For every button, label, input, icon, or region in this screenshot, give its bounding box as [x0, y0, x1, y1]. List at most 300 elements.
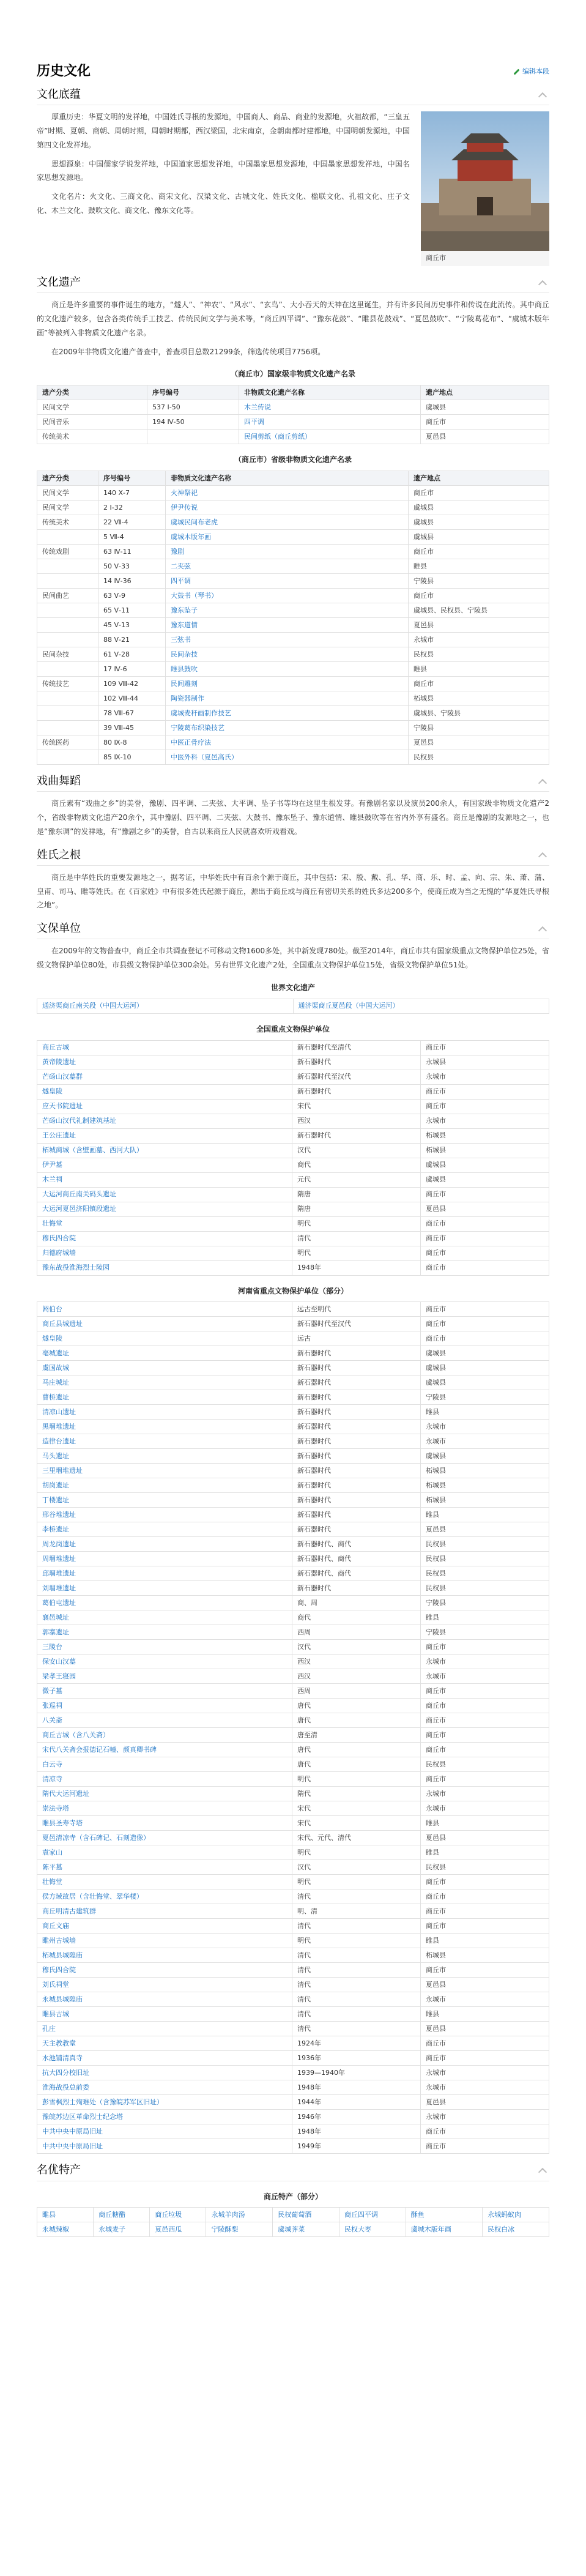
table-row — [37, 1655, 549, 1669]
table-cell-link[interactable]: 睢县鼓吹 — [166, 662, 409, 677]
table-cell-link[interactable]: 清凉寺 — [37, 1772, 292, 1787]
table-cell: 商丘市 — [421, 1772, 549, 1787]
table-cell-link[interactable]: 永城蚂蚁肉 — [483, 2208, 549, 2222]
table-cell: 85 Ⅸ-10 — [98, 750, 166, 765]
table-cell-link[interactable]: 酥鱼 — [406, 2208, 482, 2222]
table-row — [37, 1040, 549, 1055]
opera-paragraph: 商丘素有“戏曲之乡”的美誉，豫剧、四平调、二夹弦、大平调、坠子书等均在这里生根发芽。有豫剧名家以及演员200余人，有国家级非物质文化遗产2个，省级非物质文化遗产20余个，其中豫剧、四平调、二夹弦、大鼓书、豫东坠子、豫东道情、睢县鼓吹等在省内外享有盛名。商丘是豫剧的发源地之一，也是“豫东调”的发祥地，有“豫剧之乡”的美誉，自古以来商丘人民就喜欢听戏看戏。 — [37, 799, 549, 836]
table-cell: 商丘市 — [421, 2124, 549, 2139]
table-cell-link[interactable]: 柘城商城（含壁画墓、西河大队） — [37, 1143, 292, 1158]
table-cell-link[interactable]: 梁孝王寝园 — [37, 1669, 292, 1684]
table-cell-link[interactable]: 阏伯台 — [37, 1302, 292, 1317]
table-cell — [37, 633, 98, 647]
table-cell: 夏邑县 — [421, 2022, 549, 2036]
table-cell: 商丘市 — [421, 1187, 549, 1202]
table-cell-link[interactable]: 中共中央中原局旧址 — [37, 2124, 292, 2139]
collapse-chevron-icon[interactable] — [538, 2168, 547, 2176]
table-cell-link[interactable]: 彭雪枫烈士殉难处（含豫皖苏军区旧址） — [37, 2095, 292, 2110]
table-row — [37, 1302, 549, 1317]
table-row — [37, 1787, 549, 1801]
table-cell-link[interactable]: 豫东坠子 — [166, 603, 409, 618]
table-row — [37, 1728, 549, 1743]
table-header-cell: 序号编号 — [98, 471, 166, 486]
table-cell-link[interactable]: 隋代大运河遗址 — [37, 1787, 292, 1801]
table-cell: 清代 — [292, 1992, 421, 2007]
table-cell: 柘城县 — [421, 1948, 549, 1963]
table-row — [37, 1202, 549, 1216]
city-photo-figure[interactable] — [421, 111, 549, 266]
provincial-ich-table — [37, 471, 549, 765]
table-row — [37, 1713, 549, 1728]
table-cell-link[interactable]: 陈平墓 — [37, 1860, 292, 1875]
table-cell: 永城市 — [421, 2066, 549, 2080]
table-row — [37, 1699, 549, 1713]
city-photo[interactable] — [421, 111, 549, 251]
table-cell-link[interactable]: 抗大四分校旧址 — [37, 2066, 292, 2080]
table-row — [37, 1464, 549, 1478]
table-cell: 102 Ⅷ-44 — [98, 691, 166, 706]
table-cell — [37, 691, 98, 706]
section-header-culture — [37, 87, 549, 105]
table-cell: 新石器时代 — [292, 1375, 421, 1390]
table-cell-link[interactable]: 木兰传说 — [239, 400, 421, 415]
table-row — [37, 1625, 549, 1640]
table-cell — [147, 430, 239, 444]
table-cell-link[interactable]: 豫东战役淮海烈士陵园 — [37, 1260, 292, 1275]
table-cell-link[interactable]: 侯方域故居（含壮悔堂、翠华楼） — [37, 1889, 292, 1904]
table-cell-link[interactable]: 周龙岗遗址 — [37, 1537, 292, 1552]
table-cell-link[interactable]: 葛伯屯遗址 — [37, 1596, 292, 1610]
table-row — [37, 999, 549, 1013]
table-cell-link[interactable]: 穆氏四合院 — [37, 1963, 292, 1978]
table-cell-link[interactable]: 二夹弦 — [166, 559, 409, 574]
table-cell-link[interactable]: 永城县城隍庙 — [37, 1992, 292, 2007]
table-header-cell: 遗产分类 — [37, 385, 147, 400]
table-cell: 夏邑县 — [421, 1202, 549, 1216]
table-cell: 1948年 — [292, 1260, 421, 1275]
table-row — [37, 2222, 549, 2237]
table-cell: 虞城县 — [421, 1158, 549, 1172]
table-cell-link[interactable]: 木兰祠 — [37, 1172, 292, 1187]
table-cell: 唐代 — [292, 1757, 421, 1772]
table-row — [37, 633, 549, 647]
table-row — [37, 618, 549, 633]
table-cell: 永城市 — [421, 1787, 549, 1801]
national-ich-table-title: （商丘市）国家级非物质文化遗产名录 — [230, 370, 355, 379]
edit-section-button[interactable] — [513, 65, 549, 78]
table-cell-link[interactable]: 水池铺清真寺 — [37, 2051, 292, 2066]
table-cell: 夏邑县 — [421, 1831, 549, 1845]
table-cell-link[interactable]: 虞国故城 — [37, 1361, 292, 1375]
table-cell-link[interactable]: 邱堌堆遗址 — [37, 1566, 292, 1581]
table-cell: 宋代、元代、清代 — [292, 1831, 421, 1845]
table-cell-link[interactable]: 宋代八关斋会报德记石幢、颜真卿书碑 — [37, 1743, 292, 1757]
table-cell-link[interactable]: 民权大枣 — [339, 2222, 406, 2237]
table-cell: 商丘市 — [421, 1331, 549, 1346]
table-row — [37, 1552, 549, 1566]
table-cell-link[interactable]: 火神祭祀 — [166, 486, 409, 501]
table-cell: 柘城县 — [409, 691, 549, 706]
table-cell: 商丘市 — [421, 1713, 549, 1728]
collapse-chevron-icon[interactable] — [538, 280, 547, 289]
table-cell-link[interactable]: 民间剪纸（商丘剪纸） — [239, 430, 421, 444]
table-cell: 商丘市 — [421, 1640, 549, 1655]
table-row — [37, 1375, 549, 1390]
table-row — [37, 1963, 549, 1978]
table-cell-link[interactable]: 商丘糖醋 — [94, 2208, 150, 2222]
table-cell-link[interactable]: 大鼓书（琴书） — [166, 589, 409, 603]
table-row — [37, 1978, 549, 1992]
table-cell: 隋代 — [292, 1787, 421, 1801]
table-cell-link[interactable]: 商丘明清古建筑群 — [37, 1904, 292, 1919]
table-cell: 睢县 — [421, 2007, 549, 2022]
table-cell: 50 Ⅴ-33 — [98, 559, 166, 574]
table-cell: 传统戏剧 — [37, 545, 98, 559]
table-cell: 睢县 — [421, 1845, 549, 1860]
table-cell-link[interactable]: 袁家山 — [37, 1845, 292, 1860]
table-cell: 睢县 — [421, 1934, 549, 1948]
table-cell-link[interactable]: 穆氏四合院 — [37, 1231, 292, 1246]
table-header-row — [37, 471, 549, 486]
table-cell-link[interactable]: 王公庄遗址 — [37, 1128, 292, 1143]
table-row — [37, 1757, 549, 1772]
table-cell-link[interactable]: 夏邑清凉寺（含石碑记、石刻造像） — [37, 1831, 292, 1845]
table-cell: 61 Ⅴ-28 — [98, 647, 166, 662]
table-cell-link[interactable]: 睢县 — [37, 2208, 94, 2222]
table-cell-link[interactable]: 芒砀山汉代礼制建筑基址 — [37, 1114, 292, 1128]
table-cell: 西汉 — [292, 1655, 421, 1669]
table-cell: 虞城县 — [421, 400, 549, 415]
table-cell: 45 Ⅴ-13 — [98, 618, 166, 633]
table-row — [37, 1390, 549, 1405]
table-cell: 宋代 — [292, 1801, 421, 1816]
table-cell: 商丘市 — [421, 1684, 549, 1699]
table-cell: 78 Ⅷ-67 — [98, 706, 166, 721]
table-cell-link[interactable]: 马头遗址 — [37, 1449, 292, 1464]
heritage-paragraph: 在2009年非物质文化遗产普查中，普查项目总数21299条，筛选传统项目7756项。 — [51, 347, 325, 356]
table-row — [37, 1405, 549, 1420]
table-cell-link[interactable]: 睢县圣寿寺塔 — [37, 1816, 292, 1831]
table-cell-link[interactable]: 通济渠商丘夏邑段（中国大运河） — [293, 999, 549, 1013]
table-cell — [37, 618, 98, 633]
table-row — [37, 1610, 549, 1625]
table-cell-link[interactable]: 大运河夏邑济阳镇段遗址 — [37, 1202, 292, 1216]
table-cell-link[interactable]: 虞城麦秆画制作技艺 — [166, 706, 409, 721]
table-cell-link[interactable]: 白云寺 — [37, 1757, 292, 1772]
table-cell-link[interactable]: 中医外科（夏邑高氏） — [166, 750, 409, 765]
table-cell: 宁陵县 — [409, 721, 549, 735]
table-cell: 商丘市 — [409, 589, 549, 603]
table-cell-link[interactable]: 商丘古城 — [37, 1040, 292, 1055]
table-row — [37, 1246, 549, 1260]
table-cell-link[interactable]: 刘氏祠堂 — [37, 1978, 292, 1992]
table-cell: 虞城县 — [421, 1375, 549, 1390]
table-cell: 虞城县、宁陵县 — [409, 706, 549, 721]
table-row — [37, 530, 549, 545]
table-cell-link[interactable]: 应天书院遗址 — [37, 1099, 292, 1114]
culture-text — [37, 105, 410, 266]
table-cell-link[interactable]: 睢州古城墙 — [37, 1934, 292, 1948]
table-cell-link[interactable]: 壮悔堂 — [37, 1216, 292, 1231]
table-cell-link[interactable]: 张巡祠 — [37, 1699, 292, 1713]
national-relic-table — [37, 1040, 549, 1276]
table-cell-link[interactable]: 伊尹墓 — [37, 1158, 292, 1172]
table-cell-link[interactable]: 芒砀山汉墓群 — [37, 1070, 292, 1084]
table-cell-link[interactable]: 民间杂技 — [166, 647, 409, 662]
table-cell-link[interactable]: 宁陵酥梨 — [206, 2222, 273, 2237]
table-cell: 商丘市 — [421, 2051, 549, 2066]
table-row — [37, 1420, 549, 1434]
collapse-chevron-icon[interactable] — [538, 852, 547, 861]
table-cell: 1946年 — [292, 2110, 421, 2124]
table-cell-link[interactable]: 燧皇陵 — [37, 1331, 292, 1346]
table-cell-link[interactable]: 虞城木版年画 — [166, 530, 409, 545]
table-row — [37, 1084, 549, 1099]
table-row — [37, 1522, 549, 1537]
table-cell: 民权县 — [421, 1537, 549, 1552]
table-cell-link[interactable]: 天主教教堂 — [37, 2036, 292, 2051]
table-row — [37, 2208, 549, 2222]
table-row — [37, 1875, 549, 1889]
table-cell-link[interactable]: 通济渠商丘南关段（中国大运河） — [37, 999, 294, 1013]
table-cell: 商丘市 — [421, 1728, 549, 1743]
table-cell: 虞城县、民权县、宁陵县 — [409, 603, 549, 618]
table-cell: 宁陵县 — [421, 1596, 549, 1610]
table-cell-link[interactable]: 襄邑城址 — [37, 1610, 292, 1625]
collapse-chevron-icon[interactable] — [538, 779, 547, 787]
table-cell-link[interactable]: 黑堌堆遗址 — [37, 1420, 292, 1434]
table-cell-link[interactable]: 燧皇陵 — [37, 1084, 292, 1099]
table-cell-link[interactable]: 清凉山遗址 — [37, 1405, 292, 1420]
table-cell: 新石器时代 — [292, 1084, 421, 1099]
table-cell-link[interactable]: 伊尹传说 — [166, 501, 409, 515]
table-row — [37, 2124, 549, 2139]
table-cell: 商丘市 — [409, 545, 549, 559]
table-cell-link[interactable]: 八关斋 — [37, 1713, 292, 1728]
table-row — [37, 677, 549, 691]
table-cell-link[interactable]: 永城麦子 — [94, 2222, 150, 2237]
table-cell-link[interactable]: 大运河商丘南关码头遗址 — [37, 1187, 292, 1202]
table-row — [37, 1537, 549, 1552]
table-row — [37, 486, 549, 501]
table-cell-link[interactable]: 四平调 — [239, 415, 421, 430]
table-cell: 商丘市 — [421, 1743, 549, 1757]
table-cell-link[interactable]: 豫剧 — [166, 545, 409, 559]
table-row — [37, 735, 549, 750]
table-cell: 虞城县 — [421, 1361, 549, 1375]
table-row — [37, 2022, 549, 2036]
table-cell-link[interactable]: 丁楼遗址 — [37, 1493, 292, 1508]
table-cell-link[interactable]: 民权葡萄酒 — [273, 2208, 339, 2222]
table-cell-link[interactable]: 李桥遗址 — [37, 1522, 292, 1537]
table-cell: 唐代 — [292, 1743, 421, 1757]
table-cell-link[interactable]: 三陵台 — [37, 1640, 292, 1655]
table-cell: 夏邑县 — [421, 430, 549, 444]
table-cell-link[interactable]: 商丘四平调 — [339, 2208, 406, 2222]
table-cell-link[interactable]: 睢县古城 — [37, 2007, 292, 2022]
table-cell: 新石器时代 — [292, 1405, 421, 1420]
table-cell-link[interactable]: 壮悔堂 — [37, 1875, 292, 1889]
table-cell: 永城市 — [421, 1434, 549, 1449]
table-cell: 商丘市 — [421, 1246, 549, 1260]
section-title-specialty: 名优特产 — [37, 2164, 81, 2177]
table-cell-link[interactable]: 郭寨遗址 — [37, 1625, 292, 1640]
table-cell: 新石器时代 — [292, 1128, 421, 1143]
collapse-chevron-icon[interactable] — [538, 926, 547, 935]
culture-paragraph: 思想源泉：中国儒家学说发祥地，中国道家思想发祥地，中国墨家思想发源地，中国墨家思想发祥地，中国名家思想发源地。 — [37, 159, 410, 182]
table-cell-link[interactable]: 民权白冰 — [483, 2222, 549, 2237]
table-cell-link[interactable]: 造律台遗址 — [37, 1434, 292, 1449]
table-cell: 虞城县 — [421, 1172, 549, 1187]
table-cell-link[interactable]: 永城羊肉汤 — [206, 2208, 273, 2222]
table-row — [37, 2036, 549, 2051]
table-cell-link[interactable]: 永城辣椒 — [37, 2222, 94, 2237]
table-cell: 商丘市 — [421, 1302, 549, 1317]
table-row — [37, 2139, 549, 2154]
table-row — [37, 1158, 549, 1172]
table-cell-link[interactable]: 虞城荠菜 — [273, 2222, 339, 2237]
table-cell: 虞城县 — [409, 501, 549, 515]
table-cell: 194 Ⅳ-50 — [147, 415, 239, 430]
table-cell-link[interactable]: 微子墓 — [37, 1684, 292, 1699]
table-cell: 新石器时代 — [292, 1434, 421, 1449]
table-cell-link[interactable]: 保安山汉墓 — [37, 1655, 292, 1669]
world-heritage-table — [37, 999, 549, 1014]
table-row — [37, 2110, 549, 2124]
table-cell: 商丘市 — [409, 677, 549, 691]
table-row — [37, 1231, 549, 1246]
table-cell-link[interactable]: 淮海战役总前委 — [37, 2080, 292, 2095]
table-header-cell: 遗产地点 — [409, 471, 549, 486]
table-row — [37, 1992, 549, 2007]
table-row — [37, 1434, 549, 1449]
table-cell: 永城市 — [421, 1992, 549, 2007]
table-cell-link[interactable]: 崇法寺塔 — [37, 1801, 292, 1816]
table-cell-link[interactable]: 商丘古城（含八关斋） — [37, 1728, 292, 1743]
table-cell: 隋唐 — [292, 1187, 421, 1202]
table-cell: 明代 — [292, 1875, 421, 1889]
table-cell: 商、周 — [292, 1596, 421, 1610]
table-cell-link[interactable]: 三里堌堆遗址 — [37, 1464, 292, 1478]
table-cell-link[interactable]: 虞城木版年画 — [406, 2222, 482, 2237]
table-cell: 商丘市 — [421, 1875, 549, 1889]
relics-paragraph: 在2009年的文物普查中，商丘全市共调查登记不可移动文物1600多处，其中新发现780处。截至2014年，商丘市共有国家级重点文物保护单位25处，省级文物保护单位80处，市县级文物保护单位300余处。另有世界文化遗产2处，全国重点文物保护单位15处，省级文物保护单位51处。 — [37, 947, 549, 970]
table-cell-link[interactable]: 曹桥遗址 — [37, 1390, 292, 1405]
section-header-heritage — [37, 275, 549, 293]
section-title-relics: 文保单位 — [37, 922, 81, 936]
table-row — [37, 2095, 549, 2110]
page-header — [37, 56, 549, 78]
table-cell: 唐代 — [292, 1713, 421, 1728]
table-cell-link[interactable]: 刘堌堆遗址 — [37, 1581, 292, 1596]
table-row — [37, 1640, 549, 1655]
specialty-table-title: 商丘特产（部分） — [263, 2192, 322, 2201]
table-cell-link[interactable]: 宁陵葛布织染技艺 — [166, 721, 409, 735]
table-cell: 新石器时代 — [292, 1478, 421, 1493]
table-cell: 明代 — [292, 1934, 421, 1948]
table-row — [37, 1948, 549, 1963]
table-cell: 明代 — [292, 1246, 421, 1260]
table-row — [37, 1831, 549, 1845]
table-header-cell: 遗产地点 — [421, 385, 549, 400]
table-cell: 宁陵县 — [421, 1625, 549, 1640]
world-heritage-table-title: 世界文化遗产 — [270, 983, 315, 992]
table-cell: 睢县 — [421, 1610, 549, 1625]
collapse-chevron-icon[interactable] — [538, 92, 547, 101]
table-cell-link[interactable]: 周堌堆遗址 — [37, 1552, 292, 1566]
table-cell-link[interactable]: 黄帝陵遗址 — [37, 1055, 292, 1070]
table-cell-link[interactable]: 邢谷堆遗址 — [37, 1508, 292, 1522]
table-row — [37, 1889, 549, 1904]
table-cell: 商丘市 — [421, 415, 549, 430]
table-cell: 西汉 — [292, 1669, 421, 1684]
table-cell-link[interactable]: 三弦书 — [166, 633, 409, 647]
table-row — [37, 430, 549, 444]
table-cell — [37, 559, 98, 574]
table-row — [37, 1801, 549, 1816]
table-cell: 新石器时代、商代 — [292, 1552, 421, 1566]
table-cell: 虞城县 — [421, 1346, 549, 1361]
table-cell-link[interactable]: 柘城县城隍庙 — [37, 1948, 292, 1963]
table-cell: 虞城县 — [409, 530, 549, 545]
table-row — [37, 750, 549, 765]
table-cell-link[interactable]: 商丘垃圾 — [150, 2208, 206, 2222]
table-cell: 民权县 — [421, 1581, 549, 1596]
table-cell-link[interactable]: 豫皖苏边区革命烈士纪念塔 — [37, 2110, 292, 2124]
provincial-relic-table-title: 河南省重点文物保护单位（部分） — [237, 1286, 348, 1295]
table-cell: 永城市 — [421, 1669, 549, 1684]
table-cell: 63 Ⅴ-9 — [98, 589, 166, 603]
table-cell-link[interactable]: 夏邑西瓜 — [150, 2222, 206, 2237]
table-cell: 永城市 — [421, 1420, 549, 1434]
table-cell: 夏邑县 — [409, 618, 549, 633]
table-row — [37, 1449, 549, 1464]
table-cell-link[interactable]: 胡岗遗址 — [37, 1478, 292, 1493]
table-cell: 2 Ⅰ-32 — [98, 501, 166, 515]
table-cell-link[interactable]: 民间雕刻 — [166, 677, 409, 691]
table-cell: 1949年 — [292, 2139, 421, 2154]
section-header-specialty — [37, 2162, 549, 2181]
table-cell-link[interactable]: 陶瓷器制作 — [166, 691, 409, 706]
table-row — [37, 415, 549, 430]
heritage-paragraph: 商丘是许多重要的事件诞生的地方，“燧人”、“神农”、“风水”、“玄鸟”、大小吞天的天神在这里诞生，并有许多民间历史事件和传说在此流传。其中商丘的文化遗产较多，包含各类传统手工技艺、传统民间文学与美术等，“商丘四平调”、“豫东花鼓”、“睢县花鼓戏”、“夏邑鼓吹”、“宁陵葛花布”、“虞城木版年画”等被列入非物质文化遗产名录。 — [37, 300, 549, 337]
table-cell-link[interactable]: 孔庄 — [37, 2022, 292, 2036]
table-cell-link[interactable]: 四平调 — [166, 574, 409, 589]
table-cell — [37, 706, 98, 721]
table-cell-link[interactable]: 虞城民间布老虎 — [166, 515, 409, 530]
table-cell: 明代 — [292, 1216, 421, 1231]
table-cell-link[interactable]: 亳城遗址 — [37, 1346, 292, 1361]
table-cell-link[interactable]: 归德府城墙 — [37, 1246, 292, 1260]
table-cell-link[interactable]: 商丘县城遗址 — [37, 1317, 292, 1331]
table-cell: 商丘市 — [421, 1040, 549, 1055]
table-cell: 商丘市 — [421, 1889, 549, 1904]
table-cell-link[interactable]: 商丘文庙 — [37, 1919, 292, 1934]
table-cell-link[interactable]: 中医正骨疗法 — [166, 735, 409, 750]
table-cell-link[interactable]: 中共中央中原局旧址 — [37, 2139, 292, 2154]
table-cell: 商丘市 — [421, 1231, 549, 1246]
table-row — [37, 1172, 549, 1187]
table-header-cell: 非物质文化遗产名称 — [166, 471, 409, 486]
world-heritage-table-body — [37, 999, 549, 1013]
table-cell: 汉代 — [292, 1860, 421, 1875]
table-cell: 传统美术 — [37, 430, 147, 444]
table-cell: 新石器时代至汉代 — [292, 1070, 421, 1084]
table-row — [37, 1860, 549, 1875]
table-row — [37, 1596, 549, 1610]
table-cell-link[interactable]: 豫东道情 — [166, 618, 409, 633]
table-cell-link[interactable]: 马庄城址 — [37, 1375, 292, 1390]
